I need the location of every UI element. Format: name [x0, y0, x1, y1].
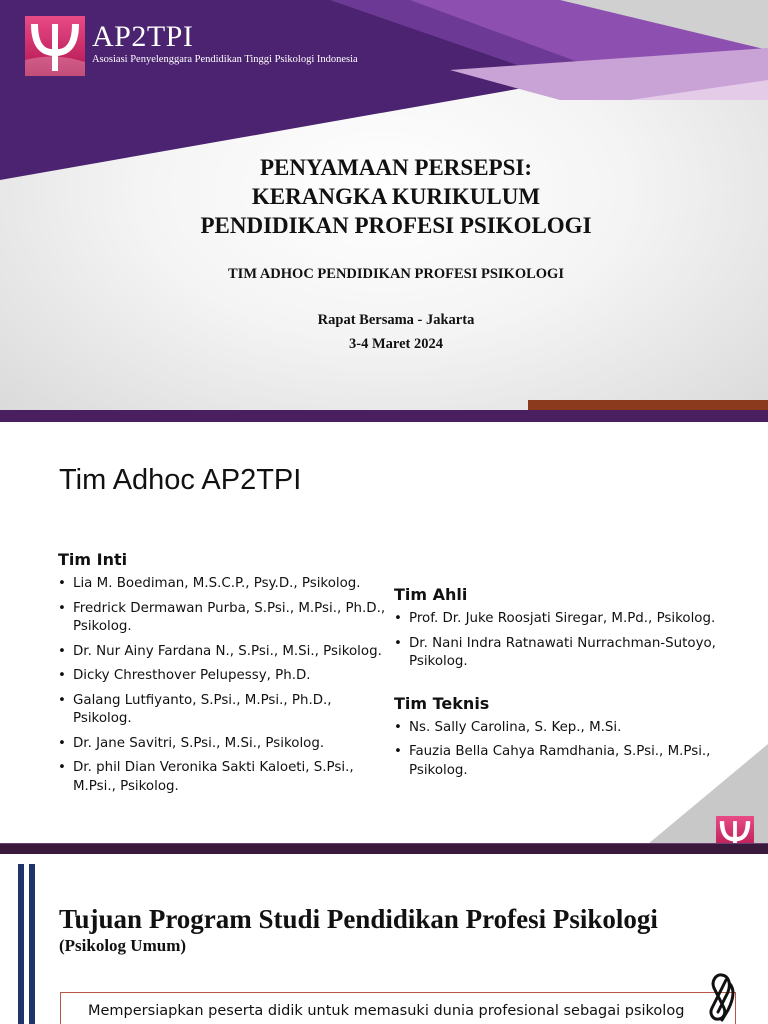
- tim-teknis-heading: Tim Teknis: [394, 693, 490, 713]
- list-item: • Prof. Dr. Juke Roosjati Siregar, M.Pd., Psikolog.: [394, 610, 724, 629]
- list-item: • Fredrick Dermawan Purba, S.Psi., M.Psi., Ph.D., Psikolog.: [58, 600, 388, 637]
- accent-bar-brown: [528, 400, 768, 410]
- small-logo-icon: [716, 816, 754, 844]
- presentation-title: [0, 153, 768, 240]
- left-stripe: [18, 864, 24, 1024]
- title-line-3: PENDIDIKAN PROFESI PSIKOLOGI: [200, 213, 592, 238]
- meeting-location: Rapat Bersama - Jakarta: [317, 312, 475, 328]
- meeting-info: [0, 308, 768, 356]
- tim-inti-section: [58, 550, 388, 802]
- tim-inti-list: [58, 575, 388, 796]
- slide-title: Tim Adhoc AP2TPI: [59, 464, 302, 496]
- list-item: • Ns. Sally Carolina, S. Kep., M.Si.: [394, 719, 724, 738]
- tim-ahli-list: [394, 610, 724, 672]
- list-item: • Dicky Chresthover Pelupessy, Ph.D.: [58, 667, 388, 686]
- list-item: • Fauzia Bella Cahya Ramdhania, S.Psi., M.Psi., Psikolog.: [394, 743, 724, 780]
- list-item: • Dr. Nani Indra Ratnawati Nurrachman-Sutoyo, Psikolog.: [394, 635, 724, 672]
- left-stripe: [29, 864, 35, 1024]
- paperclip-icon: [700, 970, 740, 1024]
- title-line-2: KERANGKA KURIKULUM: [251, 184, 541, 209]
- list-item: • Dr. phil Dian Veronika Sakti Kaloeti, S.Psi., M.Psi., Psikolog.: [58, 759, 388, 796]
- ap2tpi-logo: [25, 16, 85, 76]
- list-item: • Lia M. Boediman, M.S.C.P., Psy.D., Psikolog.: [58, 575, 388, 594]
- slide-subtitle: (Psikolog Umum): [59, 936, 187, 955]
- slide-title: Tujuan Program Studi Pendidikan Profesi Psikologi: [59, 904, 658, 934]
- list-item: • Dr. Nur Ainy Fardana N., S.Psi., M.Si., Psikolog.: [58, 643, 388, 662]
- title-slide: [0, 0, 768, 422]
- tim-ahli-heading: Tim Ahli: [394, 585, 468, 604]
- logo-subtitle: Asosiasi Penyelenggara Pendidikan Tinggi Psikologi Indonesia: [92, 54, 358, 65]
- accent-bar-purple: [0, 410, 768, 422]
- meeting-date: 3-4 Maret 2024: [349, 336, 443, 352]
- title-line-1: PENYAMAAN PERSEPSI:: [260, 155, 532, 180]
- list-item: • Galang Lutfiyanto, S.Psi., M.Psi., Ph.D., Psikolog.: [58, 692, 388, 729]
- team-slide-bottom-bar: [0, 844, 768, 854]
- list-item: • Dr. Jane Savitri, S.Psi., M.Si., Psikolog.: [58, 735, 388, 754]
- presentation-subtitle: TIM ADHOC PENDIDIKAN PROFESI PSIKOLOGI: [228, 266, 564, 282]
- tim-inti-heading: Tim Inti: [58, 550, 128, 569]
- objective-slide: [0, 864, 768, 1024]
- team-slide: [0, 432, 768, 844]
- logo-name: AP2TPI: [92, 20, 194, 53]
- tim-ahli-section: [394, 585, 724, 672]
- objective-text: Mempersiapkan peserta didik untuk memasuki dunia profesional sebagai psikolog: [88, 1003, 685, 1019]
